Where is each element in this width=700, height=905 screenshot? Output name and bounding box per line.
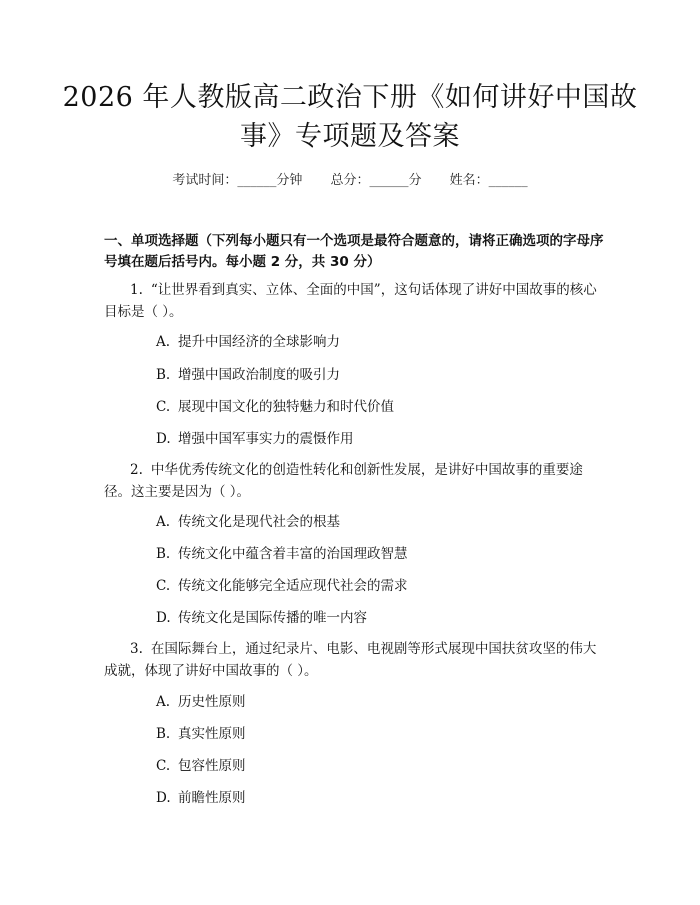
question-1-option-a — [156, 333, 340, 351]
question-1-stem — [104, 279, 604, 323]
option-letter: C. — [156, 578, 171, 594]
question-number: 2. — [130, 462, 143, 478]
option-text: 传统文化中蕴含着丰富的治国理政智慧 — [178, 546, 408, 562]
option-letter: B. — [156, 367, 171, 383]
question-1-option-d — [156, 430, 354, 448]
option-letter: A. — [156, 694, 171, 710]
exam-info-line — [0, 169, 700, 188]
question-text: 在国际舞台上，通过纪录片、电影、电视剧等形式展现中国扶贫攻坚的伟大成就，体现了讲好中国故事的（ ）。 — [104, 641, 597, 679]
question-3-option-c — [156, 757, 246, 775]
option-letter: C. — [156, 758, 171, 774]
option-text: 增强中国政治制度的吸引力 — [178, 367, 340, 383]
option-letter: B. — [156, 546, 171, 562]
option-text: 传统文化能够完全适应现代社会的需求 — [178, 578, 408, 594]
option-letter: D. — [156, 790, 171, 806]
option-letter: B. — [156, 726, 171, 742]
question-1-option-c — [156, 398, 394, 416]
option-letter: D. — [156, 610, 171, 626]
option-text: 包容性原则 — [178, 758, 246, 774]
question-1-option-b — [156, 366, 340, 384]
question-2-option-a — [156, 513, 340, 531]
question-3-stem — [104, 638, 604, 682]
section-heading: 一、单项选择题（下列每小题只有一个选项是最符合题意的，请将正确选项的字母序号填在题后括号内。每小题 2 分，共 30 分） — [104, 233, 604, 270]
option-letter: A. — [156, 514, 171, 530]
question-number: 1. — [130, 282, 143, 298]
name-field: 姓名：______ — [449, 173, 528, 188]
question-2-stem — [104, 459, 604, 503]
option-text: 真实性原则 — [178, 726, 246, 742]
option-text: 展现中国文化的独特魅力和时代价值 — [178, 399, 394, 415]
option-text: 增强中国军事实力的震慑作用 — [178, 431, 354, 447]
question-number: 3. — [130, 641, 143, 657]
option-letter: C. — [156, 399, 171, 415]
question-3-option-b — [156, 725, 246, 743]
question-3-option-d — [156, 789, 246, 807]
document-title: 2026 年人教版高二政治下册《如何讲好中国故事》专项题及答案 — [62, 82, 638, 152]
exam-time-field: 考试时间：______分钟 — [172, 173, 303, 188]
option-text: 前瞻性原则 — [178, 790, 246, 806]
total-score-field: 总分：______分 — [330, 173, 422, 188]
option-text: 历史性原则 — [178, 694, 246, 710]
option-text: 传统文化是国际传播的唯一内容 — [178, 610, 367, 626]
question-text: 中华优秀传统文化的创造性转化和创新性发展，是讲好中国故事的重要途径。这主要是因为（ ）。 — [104, 462, 583, 500]
question-3-option-a — [156, 693, 246, 711]
option-letter: A. — [156, 334, 171, 350]
option-letter: D. — [156, 431, 171, 447]
option-text: 提升中国经济的全球影响力 — [178, 334, 340, 350]
option-text: 传统文化是现代社会的根基 — [178, 514, 340, 530]
question-2-option-c — [156, 577, 408, 595]
question-2-option-d — [156, 609, 367, 627]
question-2-option-b — [156, 545, 408, 563]
question-text: “让世界看到真实、立体、全面的中国”，这句话体现了讲好中国故事的核心目标是（ ）。 — [104, 282, 597, 320]
